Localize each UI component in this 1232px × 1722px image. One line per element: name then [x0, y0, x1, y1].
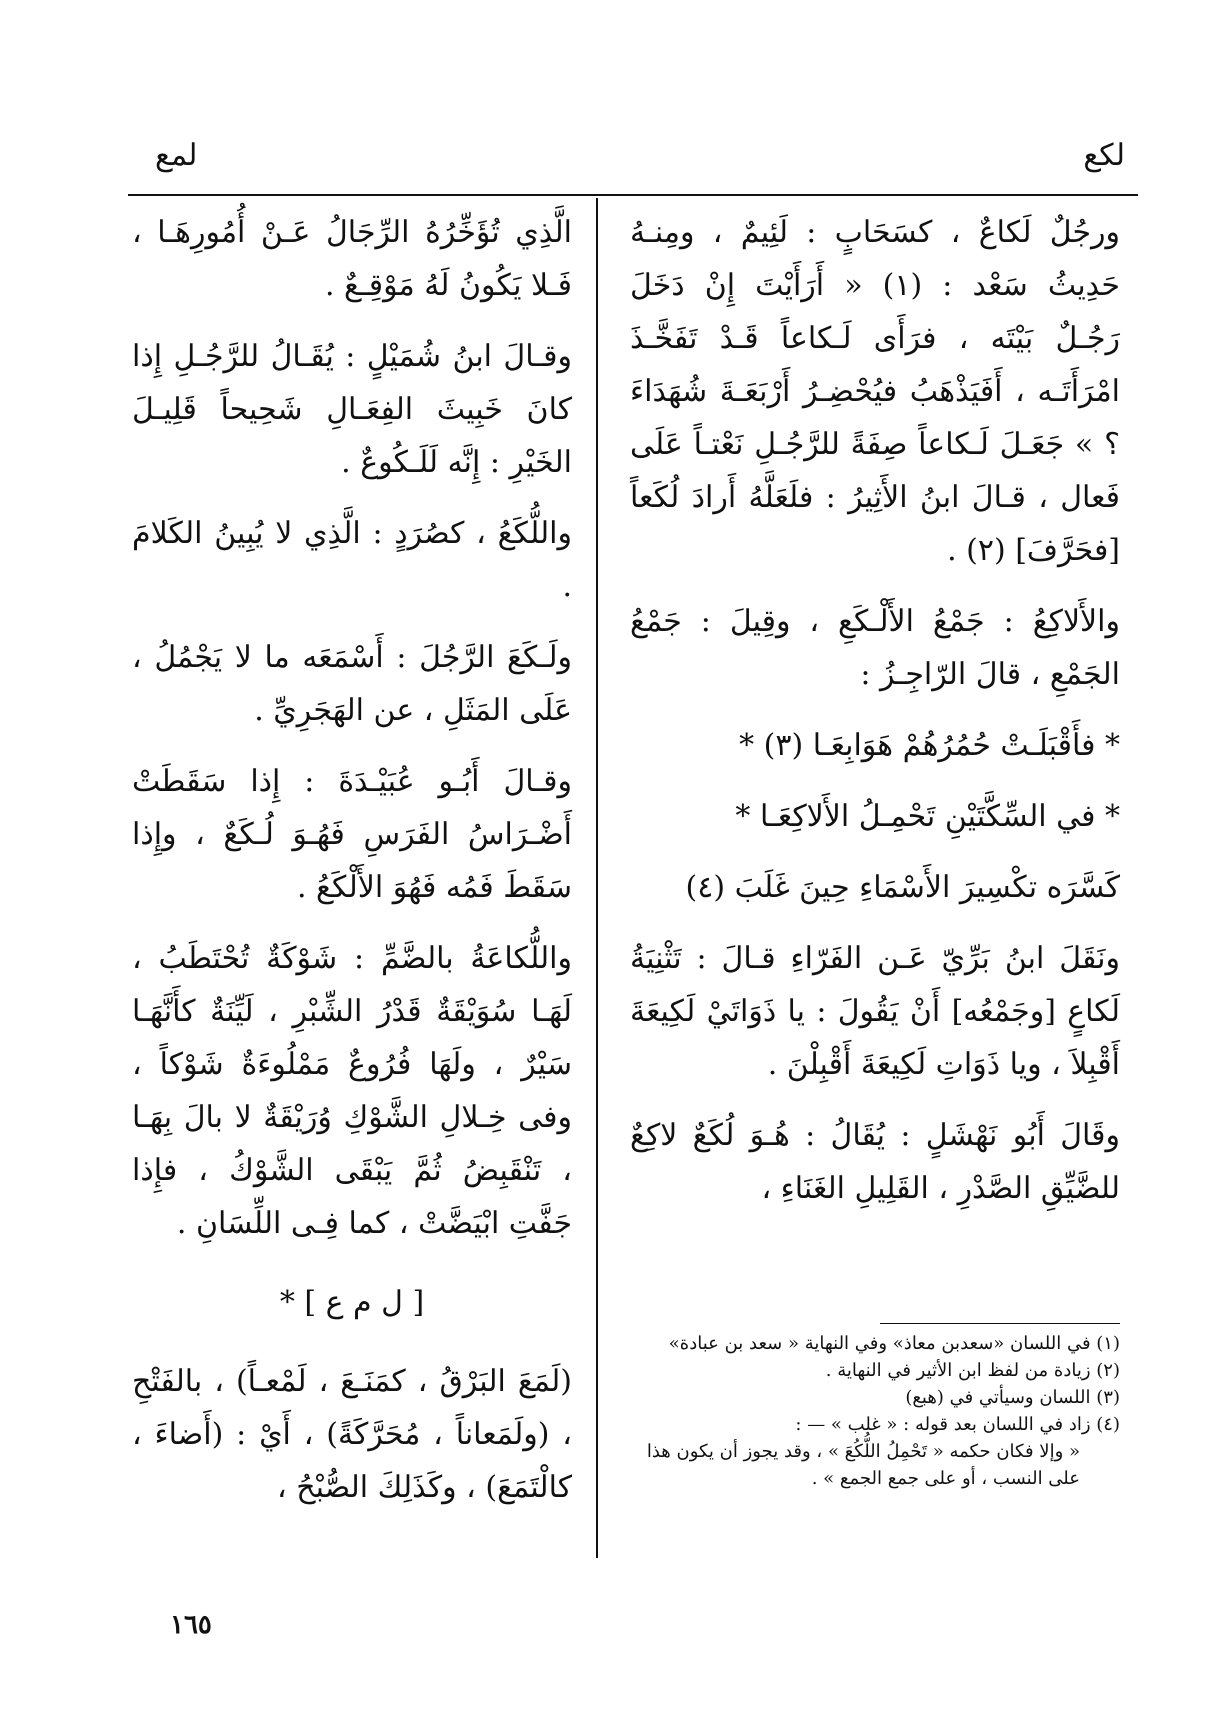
paragraph: والأَلاكِعُ : جَمْعُ الأَلْـكَعِ ، وقِيلَ : جَمْعُ الجَمْعِ ، قالَ الرّاجِـزُ :: [630, 604, 1120, 692]
left-column: [132, 206, 572, 1532]
paragraph: واللُّكاعَةُ بالضَّمِّ : شَوْكَةٌ تُحْتَطَبُ ، لَهَـا سُوَيْقَةٌ قَدْرُ الشِّبْرِ ، لَيِّنَةٌ كأَنَّهَـا سَيْرٌ ، ولَهَا فُرُوعٌ مَمْلُوءَةٌ شَوْكاً ، وفى خِـلالِ الشَّوْكِ وُرَيْقَةٌ لا بالَ بِهَـا ، تَنْقَبِضُ ثُمَّ يَبْقَى الشَّوْكُ ، فإِذا جَفَّتِ ابْيَضَّتْ ، كما فِـى اللِّسَانِ .: [132, 941, 572, 1241]
header-rule: [128, 194, 1138, 196]
footnote: (٤) زاد في اللسان بعد قوله : « غلب » — :: [795, 1414, 1120, 1435]
verse-line: * في السِّكَّتَيْنِ تَحْمِـلُ الأَلاكِعَـا *: [735, 799, 1120, 834]
paragraph: وقـالَ ابنُ شُمَيْلٍ : يُقَـالُ للرَّجُـلِ إِذا كانَ خَبِيثَ الفِعَـالِ شَحِيحاً قَلِيـلَ الخَيْرِ : إِنَّه لَلَـكُوعٌ .: [132, 339, 572, 480]
running-header-left: لمع: [155, 138, 198, 173]
paragraph: وقـالَ أَبُـو عُبَيْـدَةَ : إِذا سَقَطَتْ أَضْـرَاسُ الفَرَسِ فَهُـوَ لُـكَعٌ ، وإِذا سَقَطَ فَمُه فَهُوَ الأَلْكَعُ .: [132, 764, 572, 905]
footnote-continuation: « وإلا فكان حكمه « تَحْمِلُ اللُّكُعَ » ، وقد يجوز أن يكون هذا على النسب ، أو على جمع الجمع » .: [646, 1441, 1080, 1489]
verse-line: * فأَقْبَلَـتْ حُمُرُهُمْ هَوَابِعَـا (٣) *: [739, 728, 1120, 763]
paragraph: ولَـكَعَ الرَّجُلَ : أَسْمَعَه ما لا يَجْمُلُ ، عَلَى المَثَلِ ، عن الهَجَرِيِّ .: [132, 640, 572, 728]
column-divider: [596, 198, 598, 1558]
paragraph: ونَقَلَ ابنُ بَرِّيّ عَـن الفَرّاءِ قـالَ : تَثْنِيَةُ لَكاعٍ [وجَمْعُه] أَنْ يَقُولَ : يا ذَوَاتَيْ لَكِيعَةَ أَقْبِلاَ ، ويا ذَوَاتِ لَكِيعَةَ أَقْبِلْنَ .: [630, 941, 1120, 1082]
paragraph: (لَمَعَ البَرْقُ ، كمَنَـعَ ، لَمْعـاً) ، بالفَتْحِ ، (ولَمَعاناً ، مُحَرَّكَةً) ، أَيْ : (أَضاءَ ، كالْتَمَعَ) ، وكَذَلِكَ الصُّبْحُ ،: [132, 1364, 572, 1505]
footnote: (٢) زيادة من لفظ ابن الأثير في النهاية .: [825, 1360, 1120, 1381]
paragraph: الَّذِي تُؤَخِّرُهُ الرِّجَالُ عَـنْ أُمُورِهَـا ، فَـلا يَكُونُ لَهُ مَوْقِـعٌ .: [132, 215, 572, 303]
page-number: ١٦٥: [170, 1610, 212, 1640]
footnote: (١) في اللسان «سعدبن معاذ» وفي النهاية « سعد بن عبادة»: [668, 1333, 1120, 1354]
paragraph: واللُّكَعُ ، كصُرَدٍ : الَّذِي لا يُبِينُ الكَلامَ .: [132, 516, 572, 604]
running-header-right: لكع: [1083, 138, 1125, 173]
right-column: [630, 206, 1120, 1233]
paragraph: ورجُلٌ لَكاعٌ ، كسَحَابٍ : لَئِيمٌ ، ومِنـهُ حَدِيثُ سَعْد : (١) « أَرَأَيْتَ إِنْ دَخَلَ رَجُـلٌ بَيْتَه ، فرَأَى لَـكاعاً قَـدْ تَفَخَّـذَ امْرَأَتَـه ، أَفَيَذْهَبُ فيُحْضِـرُ أَرْبَعَـةَ شُهَدَاءَ ؟ » جَعَـلَ لَـكاعاً صِفَةً للرَّجُـلِ نَعْتـاً عَلَى فَعال ، قـالَ ابنُ الأَثِيرُ : فلَعَلَّهُ أَرادَ لُكَعاً [فحَرَّفَ] (٢) .: [630, 215, 1120, 568]
paragraph: كَسَّرَه تكْسِيرَ الأَسْمَاءِ حِينَ غَلَبَ (٤): [685, 870, 1120, 905]
footnote-rule: [880, 1323, 1120, 1324]
paragraph: وقَالَ أَبُو نَهْشَلٍ : يُقَالُ : هُـوَ لُكَعٌ لاكِعٌ للضَّيِّقِ الصَّدْرِ ، القَلِيلِ الغَنَاءِ ،: [630, 1118, 1120, 1206]
footnotes: [630, 1330, 1120, 1492]
footnote: (٣) اللسان وسيأتي في (هبع): [905, 1387, 1120, 1408]
entry-heading: [ ل م ع ] *: [279, 1285, 425, 1320]
